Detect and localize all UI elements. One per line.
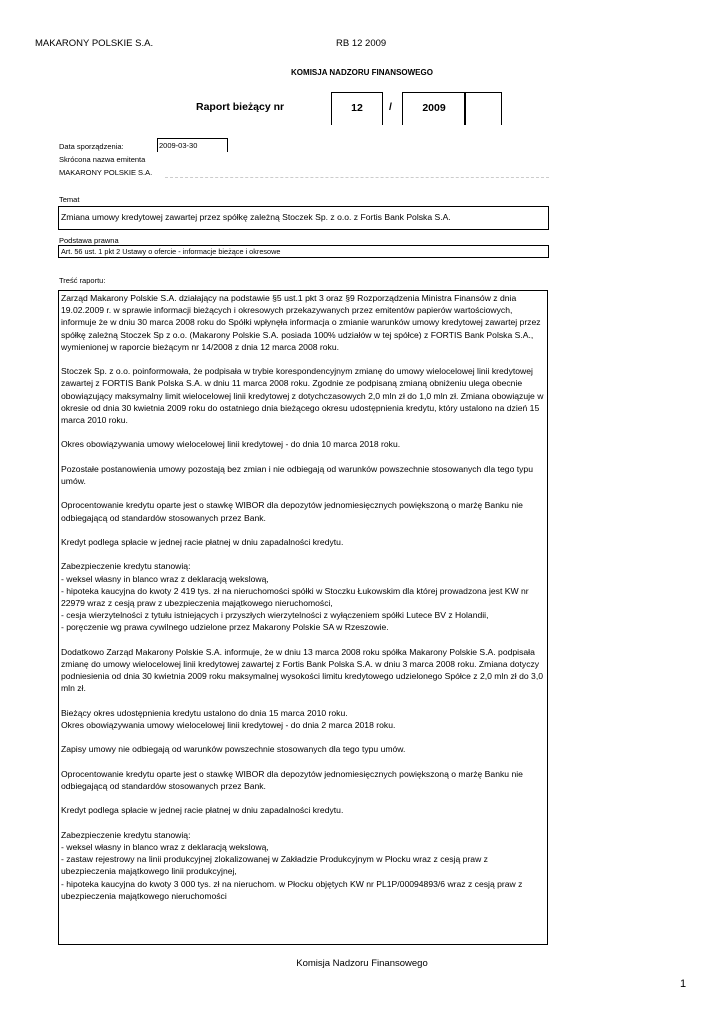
content-paragraph: Okres obowiązywania umowy wielocelowej linii kredytowej - do dnia 10 marca 2018 roku. (61, 439, 401, 450)
content-paragraph: Oprocentowanie kredytu oparte jest o stawkę WIBOR dla depozytów jednomiesięcznych powiększoną o marżę Banku nie odbiegającą od standardów stosowanych przez Bank. (61, 500, 523, 523)
date-label: Data sporządzenia: (59, 142, 124, 151)
legal-basis-label: Podstawa prawna (59, 236, 119, 245)
issuer-value: MAKARONY POLSKIE S.A. (59, 168, 153, 177)
issuer-label: Skrócona nazwa emitenta (59, 155, 146, 164)
content-paragraph: Kredyt podlega spłacie w jednej racie płatnej w dniu zapadalności kredytu. (61, 536, 344, 547)
content-paragraph: Dodatkowo Zarząd Makarony Polskie S.A. informuje, że w dniu 13 marca 2008 roku spółka Makarony Polskie S.A. podpisała zmianę do umowy wielocelowej linii kredytowej zawartej z Fortis Bank Polska S.A. w dniu 3 marca 2008 roku. Zmiana dotyczy podniesienia od dnia 30 kwietnia 2009 roku maksymalnej wysokości limitu kredytowego udzielonego Spółce z 2,0 mln zł do 3,0 mln zł. (61, 646, 543, 694)
header-company: MAKARONY POLSKIE S.A. (35, 38, 154, 49)
topic-value: Zmiana umowy kredytowej zawartej przez spółkę zależną Stoczek Sp. z o.o. z Fortis Bank Polska S.A. (58, 206, 549, 230)
page-number: 1 (680, 978, 687, 990)
report-separator: / (389, 101, 392, 113)
content-paragraph: Zapisy umowy nie odbiegają od warunków powszechnie stosowanych dla tego typu umów. (61, 744, 406, 755)
content-paragraph: Bieżący okres udostępnienia kredytu ustalono do dnia 15 marca 2010 roku. Okres obowiązywania umowy wielocelowej linii kredytowej - do dnia 2 marca 2018 roku. (61, 707, 396, 730)
date-value: 2009-03-30 (157, 138, 228, 152)
report-label: Raport bieżący nr (196, 101, 285, 113)
footer-authority: Komisja Nadzoru Finansowego (296, 958, 428, 969)
content-paragraph: Pozostałe postanowienia umowy pozostają bez zmian i nie odbiegają od warunków powszechnie stosowanych dla tego typu umów. (61, 463, 533, 486)
legal-basis-value: Art. 56 ust. 1 pkt 2 Ustawy o ofercie - informacje bieżące i okresowe (58, 245, 549, 258)
content-paragraph: Zabezpieczenie kredytu stanowią: - weksel własny in blanco wraz z deklaracją wekslową, - zastaw rejestrowy na linii produkcyjnej zlokalizowanej w Zakładzie Produkcyjnym w Płocku wraz z cesją praw z ubezpieczenia majątkowego linii produkcyjnej, - hipoteka kaucyjna do kwoty 3 000 tys. zł na nieruchom. w Płocku objętych KW nr PL1P/00094893/6 wraz z cesją praw z ubezpieczenia majątkowego nieruchomości (61, 829, 523, 901)
authority-title: KOMISJA NADZORU FINANSOWEGO (291, 68, 433, 77)
report-content (58, 290, 548, 945)
header-report-code: RB 12 2009 (336, 38, 387, 49)
report-year-box (402, 92, 466, 125)
report-number-box (331, 92, 383, 125)
issuer-dashed-line (165, 177, 549, 178)
content-paragraph: Kredyt podlega spłacie w jednej racie płatnej w dniu zapadalności kredytu. (61, 805, 344, 816)
topic-label: Temat (59, 195, 80, 204)
content-paragraph: Zabezpieczenie kredytu stanowią: - weksel własny in blanco wraz z deklaracją wekslową, - hipoteka kaucyjna do kwoty 2 419 tys. zł na nieruchomości spółki w Stoczku Łukowskim dla której prowadzona jest KW nr 22979 wraz z cesją praw z ubezpieczenia majątkowego nieruchomości, - cesja wierzytelności z tytułu istniejących i przyszłych wierzytelności z wyłączeniem spółki Lutece BV z Holandii, - poręczenie wg prawa cywilnego udzielone przez Makarony Polskie SA w Rzeszowie. (61, 561, 529, 633)
content-paragraph: Stoczek Sp. z o.o. poinformowała, że podpisała w trybie korespondencyjnym zmianę do umowy wielocelowej linii kredytowej zawartej z FORTIS Bank Polska S.A. w dniu 11 marca 2008 roku. Zgodnie ze podpisaną zmianą obniżeniu ulega obecnie obowiązujący maksymalny limit wielocelowej linii kredytowej z dotychczasowych 2,0 mln zł do 1,0 mln zł. Zmiana obowiązuje w okresie od dnia 30 kwietnia 2009 roku do ostatniego dnia bieżącego okresu udostępnienia kredytu, który ustalono na dzień 15 marca 2010 roku. (61, 366, 544, 426)
report-empty-box (464, 92, 502, 125)
content-paragraph: Oprocentowanie kredytu oparte jest o stawkę WIBOR dla depozytów jednomiesięcznych powiększoną o marżę Banku nie odbiegającą od standardów stosowanych przez Bank. (61, 768, 523, 791)
report-number: 12 (351, 102, 363, 114)
content-label: Treść raportu: (59, 276, 106, 285)
content-paragraph: Zarząd Makarony Polskie S.A. działający na podstawie §5 ust.1 pkt 3 oraz §9 Rozporządzenia Ministra Finansów z dnia 19.02.2009 r. w sprawie informacji bieżących i okresowych przekazywanych przez emitentów papierów wartościowych, informuje że w dniu 30 marca 2008 roku do Spółki wpłynęła informacja o zmianie warunków umowy kredytowej zawartej przez spółkę zależną Stoczek Sp z o.o. (Makarony Polskie S.A. posiada 100% udziałów w tej spółce) z FORTIS Bank Polska S.A., wymienionej w raporcie bieżącym nr 14/2008 z dnia 12 marca 2008 roku. (61, 293, 541, 352)
report-year: 2009 (422, 102, 446, 114)
